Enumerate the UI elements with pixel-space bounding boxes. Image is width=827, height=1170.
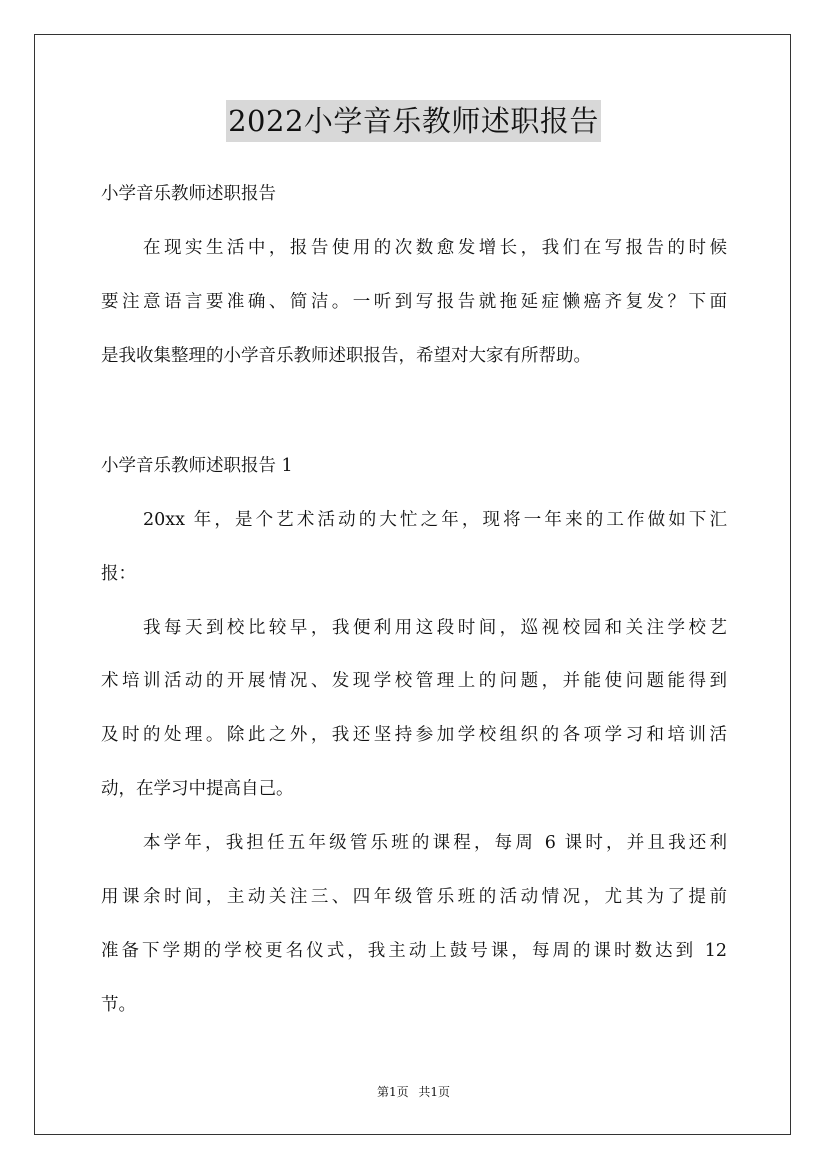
title-container — [0, 100, 827, 142]
page-footer — [0, 1082, 827, 1102]
paragraph2-line-3: 及时的处理。除此之外，我还坚持参加学校组织的各项学习和培训活 — [101, 725, 727, 745]
page-number-total: 共1页 — [418, 1085, 451, 1099]
document-title: 2022小学音乐教师述职报告 — [226, 100, 601, 142]
section-heading: 小学音乐教师述职报告 1 — [101, 456, 293, 476]
paragraph3-line-3: 准备下学期的学校更名仪式，我主动上鼓号课，每周的课时数达到 12 — [101, 941, 727, 961]
paragraph1-line-2: 报： — [101, 564, 136, 584]
intro-line-3: 是我收集整理的小学音乐教师述职报告，希望对大家有所帮助。 — [101, 346, 591, 366]
paragraph1-line-1: 20xx 年，是个艺术活动的大忙之年，现将一年来的工作做如下汇 — [143, 510, 727, 530]
intro-line-1: 在现实生活中，报告使用的次数愈发增长，我们在写报告的时候 — [143, 238, 727, 258]
paragraph3-line-2: 用课余时间，主动关注三、四年级管乐班的活动情况，尤其为了提前 — [101, 887, 727, 907]
intro-line-2: 要注意语言要准确、简洁。一听到写报告就拖延症懒癌齐复发？下面 — [101, 292, 727, 312]
paragraph2-line-4: 动，在学习中提高自己。 — [101, 779, 294, 799]
paragraph2-line-1: 我每天到校比较早，我便利用这段时间，巡视校园和关注学校艺 — [143, 618, 727, 638]
document-subtitle: 小学音乐教师述职报告 — [101, 184, 276, 204]
paragraph3-line-4: 节。 — [101, 995, 136, 1015]
paragraph2-line-2: 术培训活动的开展情况、发现学校管理上的问题，并能使问题能得到 — [101, 671, 727, 691]
paragraph3-line-1: 本学年，我担任五年级管乐班的课程，每周 6 课时，并且我还利 — [143, 833, 727, 853]
page-number-current: 第1页 — [376, 1085, 409, 1099]
